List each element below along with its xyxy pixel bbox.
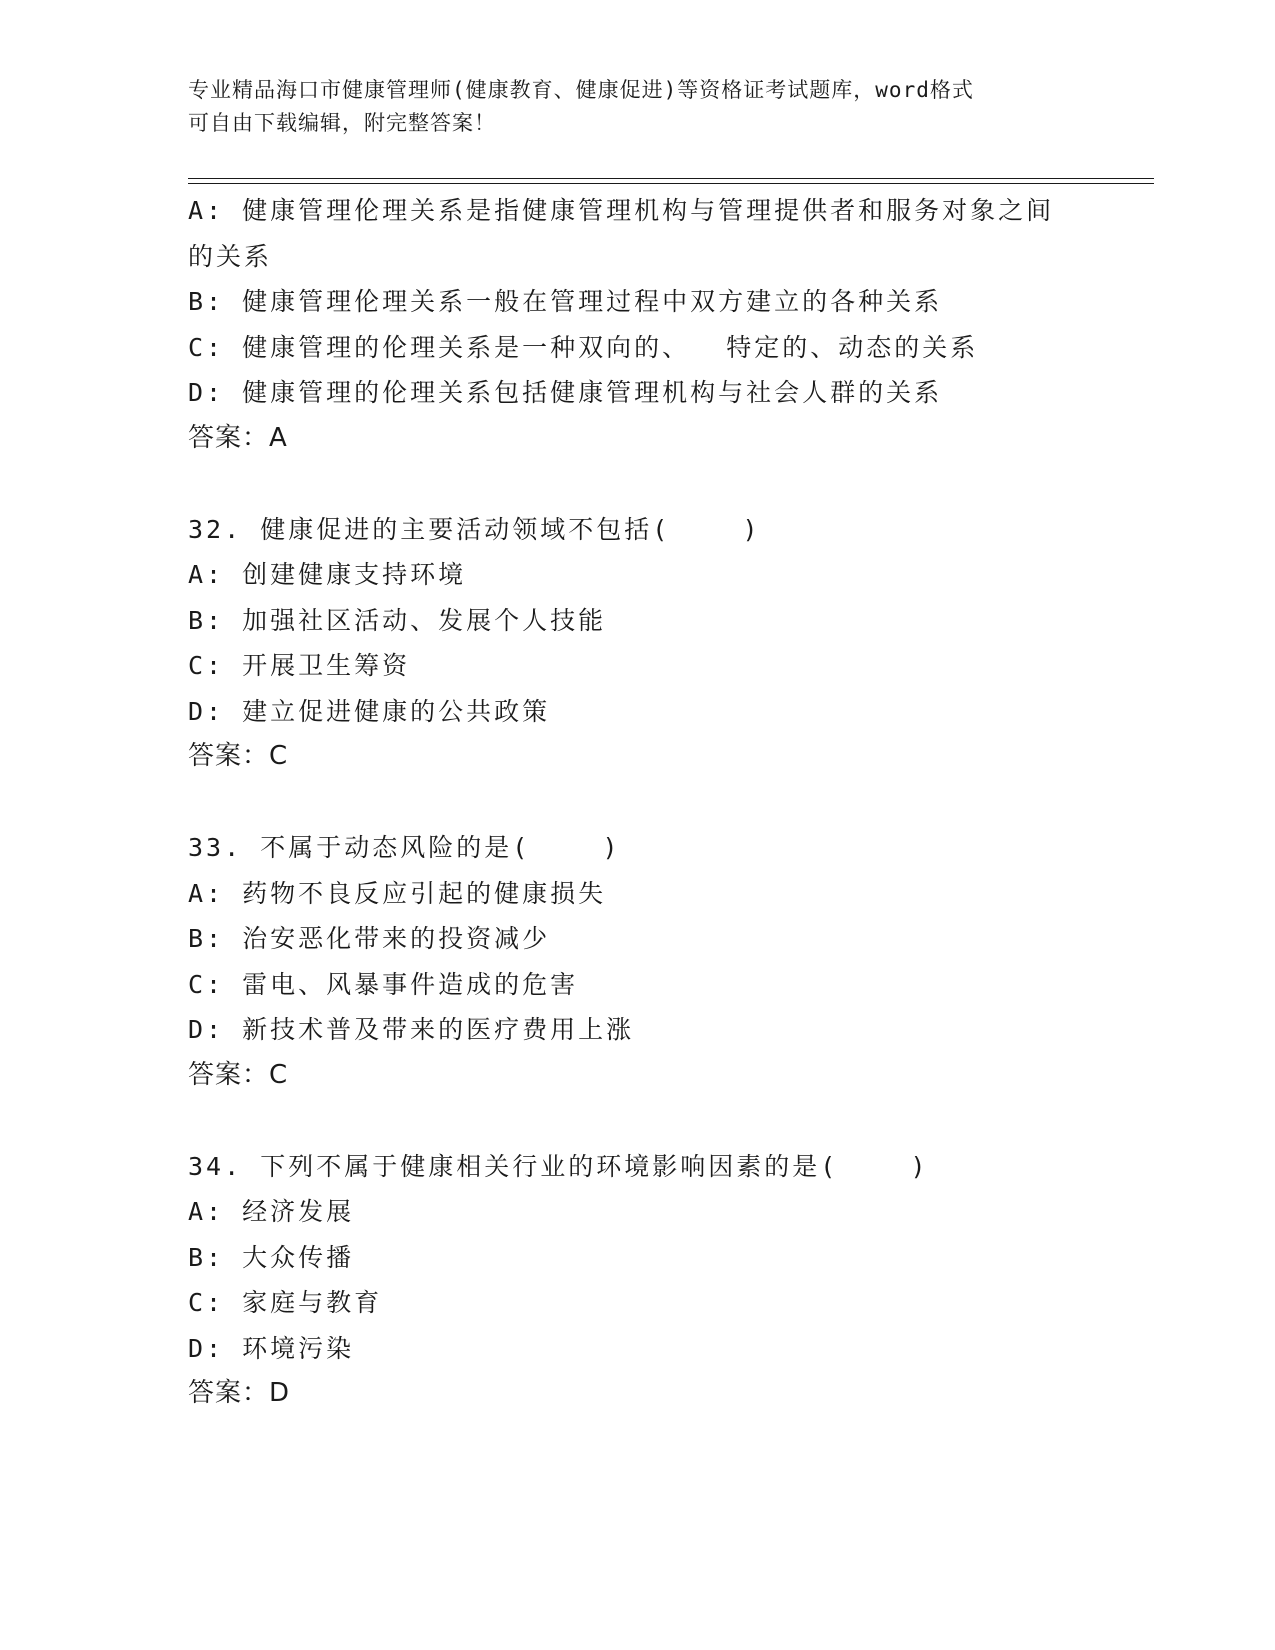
option-b: B: 加强社区活动、发展个人技能 (188, 605, 607, 635)
option-c: C: 开展卫生筹资 (188, 651, 411, 680)
option-c: C: 家庭与教育 (188, 1288, 383, 1317)
header-line-2: 可自由下载编辑，附完整答案！ (188, 111, 496, 135)
question-stem: 32. 健康促进的主要活动领域不包括( ) (188, 514, 761, 544)
option-a: A: 创建健康支持环境 (188, 560, 467, 589)
spacer (188, 461, 1088, 507)
question-stem: 34. 下列不属于健康相关行业的环境影响因素的是( ) (188, 1151, 929, 1181)
option-c: C: 雷电、风暴事件造成的危害 (188, 969, 579, 999)
option-d: D: 建立促进健康的公共政策 (188, 696, 551, 726)
header-line-1: 专业精品海口市健康管理师(健康教育、健康促进)等资格证考试题库，word格式 (188, 78, 974, 102)
answer: 答案：C (188, 1059, 289, 1090)
answer: 答案：A (188, 422, 288, 453)
header-divider-bottom (188, 183, 1154, 184)
question-32 (188, 507, 1088, 780)
option-d: D: 健康管理的伦理关系包括健康管理机构与社会人群的关系 (188, 378, 943, 407)
option-b: B: 治安恶化带来的投资减少 (188, 924, 551, 953)
spacer (188, 1098, 1088, 1144)
option-d: D: 环境污染 (188, 1333, 355, 1363)
option-c: C: 健康管理的伦理关系是一种双向的、 特定的、动态的关系 (188, 332, 979, 362)
question-34 (188, 1144, 1088, 1417)
option-d: D: 新技术普及带来的医疗费用上涨 (188, 1015, 635, 1044)
question-33 (188, 825, 1088, 1098)
spacer (188, 780, 1088, 826)
option-a-line-2: 的关系 (188, 241, 273, 271)
question-list (188, 188, 1088, 1417)
question-stem: 33. 不属于动态风险的是( ) (188, 833, 621, 862)
answer: 答案：D (188, 1378, 291, 1408)
option-b: B: 大众传播 (188, 1242, 355, 1272)
option-b: B: 健康管理伦理关系一般在管理过程中双方建立的各种关系 (188, 287, 943, 316)
option-a: A: 经济发展 (188, 1197, 355, 1226)
option-a-line-1: A: 健康管理伦理关系是指健康管理机构与管理提供者和服务对象之间 (188, 196, 1055, 225)
page-header (188, 74, 1088, 140)
option-a: A: 药物不良反应引起的健康损失 (188, 878, 607, 908)
question-31 (188, 188, 1088, 461)
answer: 答案：C (188, 741, 289, 771)
header-divider-top (188, 178, 1154, 179)
